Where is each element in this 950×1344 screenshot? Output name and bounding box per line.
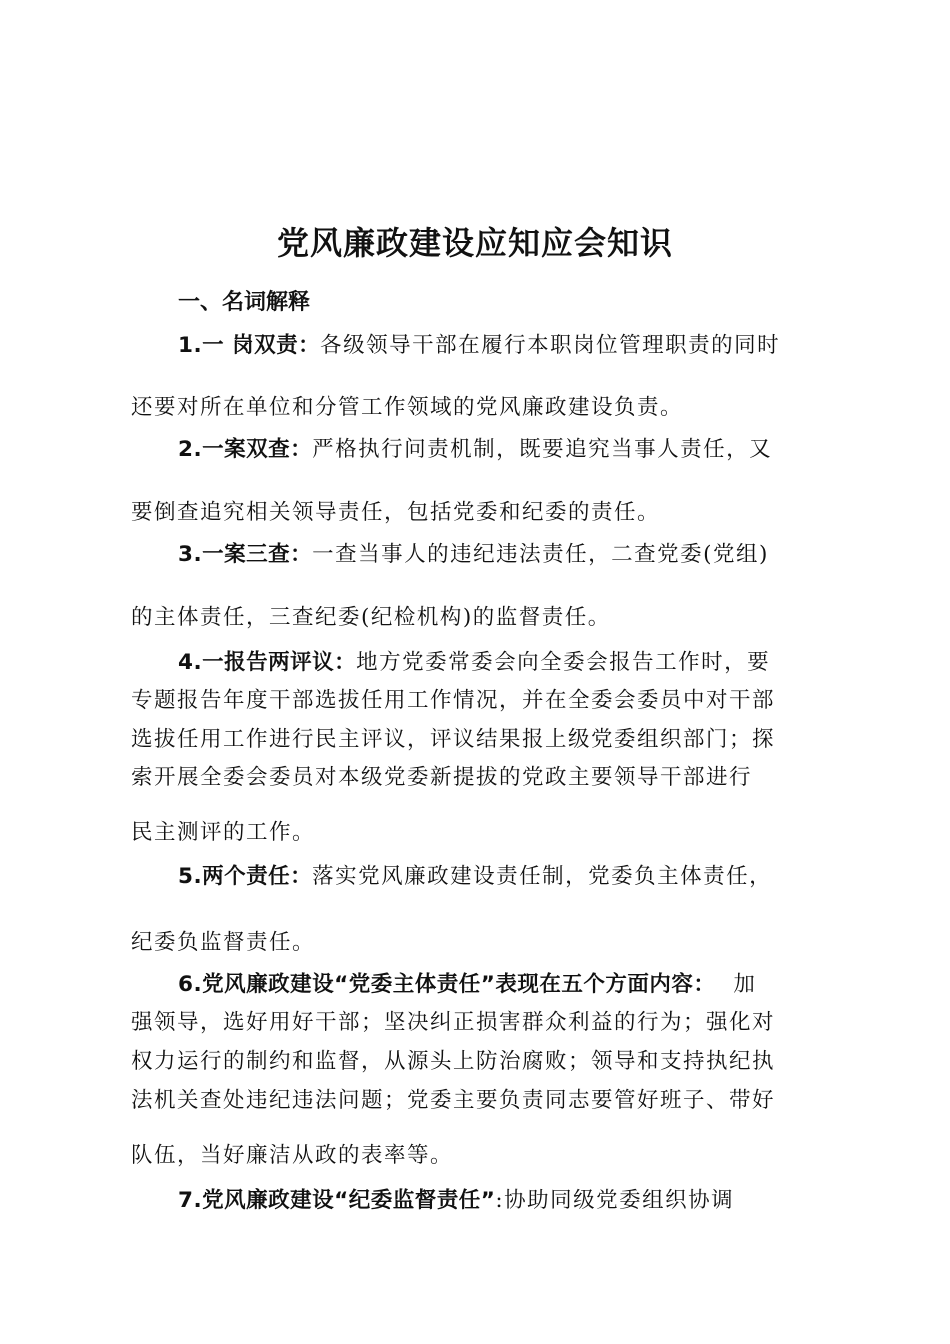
definition-line: 选拔任用工作进行民主评议，评议结果报上级党委组织部门；探 — [131, 727, 776, 752]
list-item-6 — [178, 967, 833, 998]
definition-text: 落实党风廉政建设责任制，党委负主体责任， — [312, 864, 773, 889]
section-heading: 一、名词解释 — [178, 290, 311, 315]
definition-line: 纪委负监督责任。 — [131, 930, 316, 955]
term-label: 4.一报告两评议： — [178, 650, 357, 675]
term-label: 3.一案三查： — [178, 542, 313, 567]
list-item-7 — [178, 1183, 833, 1214]
definition-line: 的主体责任，三查纪委(纪检机构)的监督责任。 — [131, 605, 611, 630]
definition-line: 民主测评的工作。 — [131, 820, 316, 845]
term-label: 5.两个责任： — [178, 864, 313, 889]
definition-line: 索开展全委会委员对本级党委新提拔的党政主要领导干部进行 — [131, 765, 753, 790]
term-label: 7.党风廉政建设“纪委监督责任” — [178, 1188, 496, 1213]
term-label: 1.一 岗双责： — [178, 333, 321, 358]
list-item-2 — [178, 432, 833, 463]
definition-line: 要倒查追究相关领导责任，包括党委和纪委的责任。 — [131, 500, 661, 525]
list-item-4 — [178, 645, 833, 676]
definition-text: 严格执行问责机制，既要追究当事人责任，又 — [312, 437, 773, 462]
definition-line: 还要对所在单位和分管工作领域的党风廉政建设负责。 — [131, 395, 684, 420]
definition-line: 法机关查处违纪违法问题；党委主要负责同志要管好班子、带好 — [131, 1088, 776, 1113]
definition-line: 强领导，选好用好干部；坚决纠正损害群众利益的行为；强化对 — [131, 1010, 776, 1035]
definition-line: 队伍，当好廉洁从政的表率等。 — [131, 1143, 454, 1168]
term-label: 2.一案双查： — [178, 437, 313, 462]
definition-line: 专题报告年度干部选拔任用工作情况，并在全委会委员中对干部 — [131, 688, 776, 713]
document-title: 党风廉政建设应知应会知识 — [276, 224, 673, 262]
definition-text: 各级领导干部在履行本职岗位管理职责的同时 — [320, 333, 781, 358]
definition-text: 地方党委常委会向全委会报告工作时，要 — [356, 650, 771, 675]
definition-text: :协助同级党委组织协调 — [495, 1188, 735, 1213]
list-item-5 — [178, 859, 833, 890]
list-item-3 — [178, 537, 833, 568]
definition-line: 权力运行的制约和监督，从源头上防治腐败；领导和支持执纪执 — [131, 1049, 776, 1074]
definition-text: 一查当事人的违纪违法责任，二查党委(党组) — [312, 542, 769, 567]
term-label: 6.党风廉政建设“党委主体责任”表现在五个方面内容： — [178, 972, 716, 997]
definition-text: 加 — [733, 972, 757, 997]
list-item-1 — [178, 328, 833, 359]
